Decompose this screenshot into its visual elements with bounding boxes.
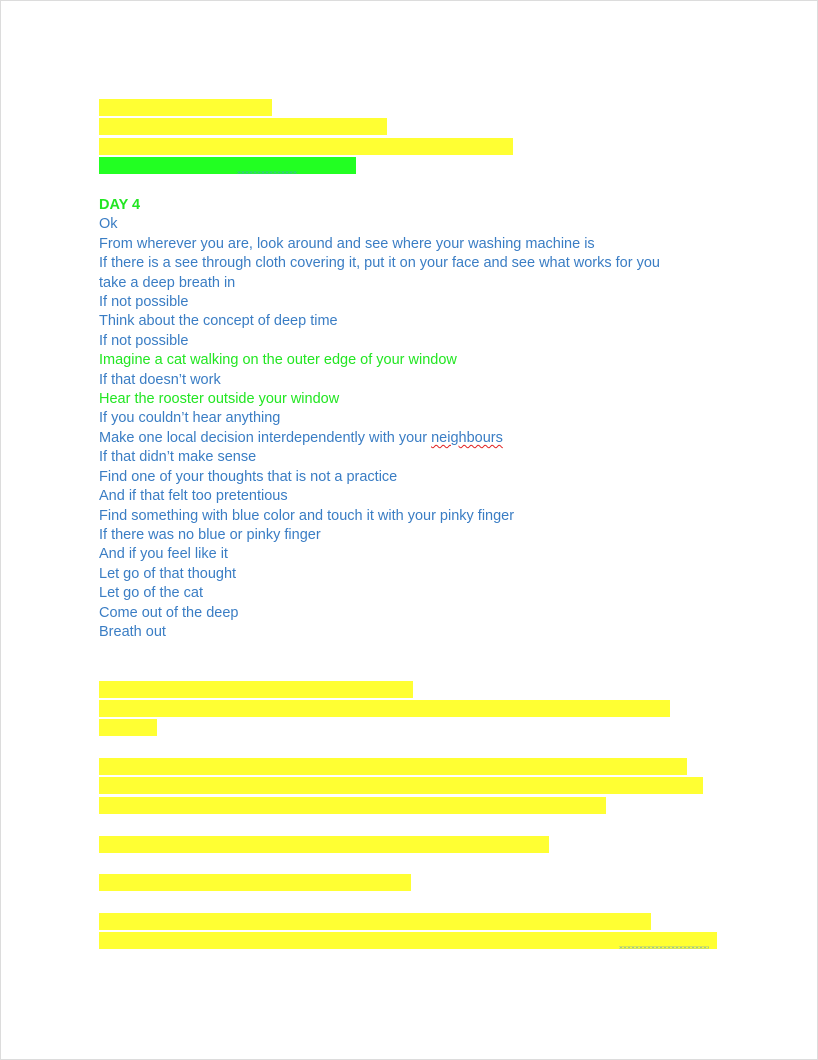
text-line: If there is a see through cloth covering it, put it on your face and see what works for you	[99, 255, 660, 272]
text-line: If you couldn’t hear anything	[99, 410, 281, 427]
redacted-line	[99, 99, 272, 116]
text-line: Breath out	[99, 623, 166, 640]
redacted-line-green	[99, 157, 356, 174]
text-line: take a deep breath in	[99, 274, 236, 291]
text-line: If that doesn’t work	[99, 371, 221, 388]
text-segment: Make one local decision interdependently with your	[99, 429, 432, 446]
text-line	[99, 429, 660, 448]
text-line: If there was no blue or pinky finger	[99, 526, 321, 543]
grammar-underline	[237, 171, 297, 174]
text-line-highlighted: Imagine a cat walking on the outer edge of your window	[99, 352, 457, 369]
redacted-line	[99, 681, 413, 698]
day-heading: DAY 4	[99, 197, 141, 213]
text-line: Let go of the cat	[99, 585, 203, 602]
text-line: Think about the concept of deep time	[99, 313, 338, 330]
redacted-line	[99, 758, 687, 775]
redacted-line	[99, 797, 606, 814]
redacted-line	[99, 874, 411, 891]
text-line-highlighted: Hear the rooster outside your window	[99, 391, 340, 408]
misspelled-word: neighbours	[431, 429, 503, 446]
grammar-underline	[619, 946, 709, 949]
redacted-line	[99, 719, 157, 736]
text-line: If not possible	[99, 332, 189, 349]
text-line: If not possible	[99, 294, 189, 311]
text-line: Find something with blue color and touch it with your pinky finger	[99, 507, 515, 524]
text-line: And if that felt too pretentious	[99, 488, 288, 505]
text-line: And if you feel like it	[99, 546, 228, 563]
text-line: Come out of the deep	[99, 604, 239, 621]
text-line: If that didn’t make sense	[99, 449, 257, 466]
redacted-line	[99, 118, 387, 135]
text-line: Ok	[99, 216, 118, 233]
redacted-line	[99, 836, 549, 853]
text-line: From wherever you are, look around and see where your washing machine is	[99, 235, 595, 252]
redacted-line	[99, 700, 670, 717]
redacted-line	[99, 138, 513, 155]
redacted-line	[99, 777, 703, 794]
text-line: Let go of that thought	[99, 565, 237, 582]
day-text-block	[99, 196, 660, 642]
text-line: Find one of your thoughts that is not a practice	[99, 468, 398, 485]
redacted-line	[99, 913, 651, 930]
